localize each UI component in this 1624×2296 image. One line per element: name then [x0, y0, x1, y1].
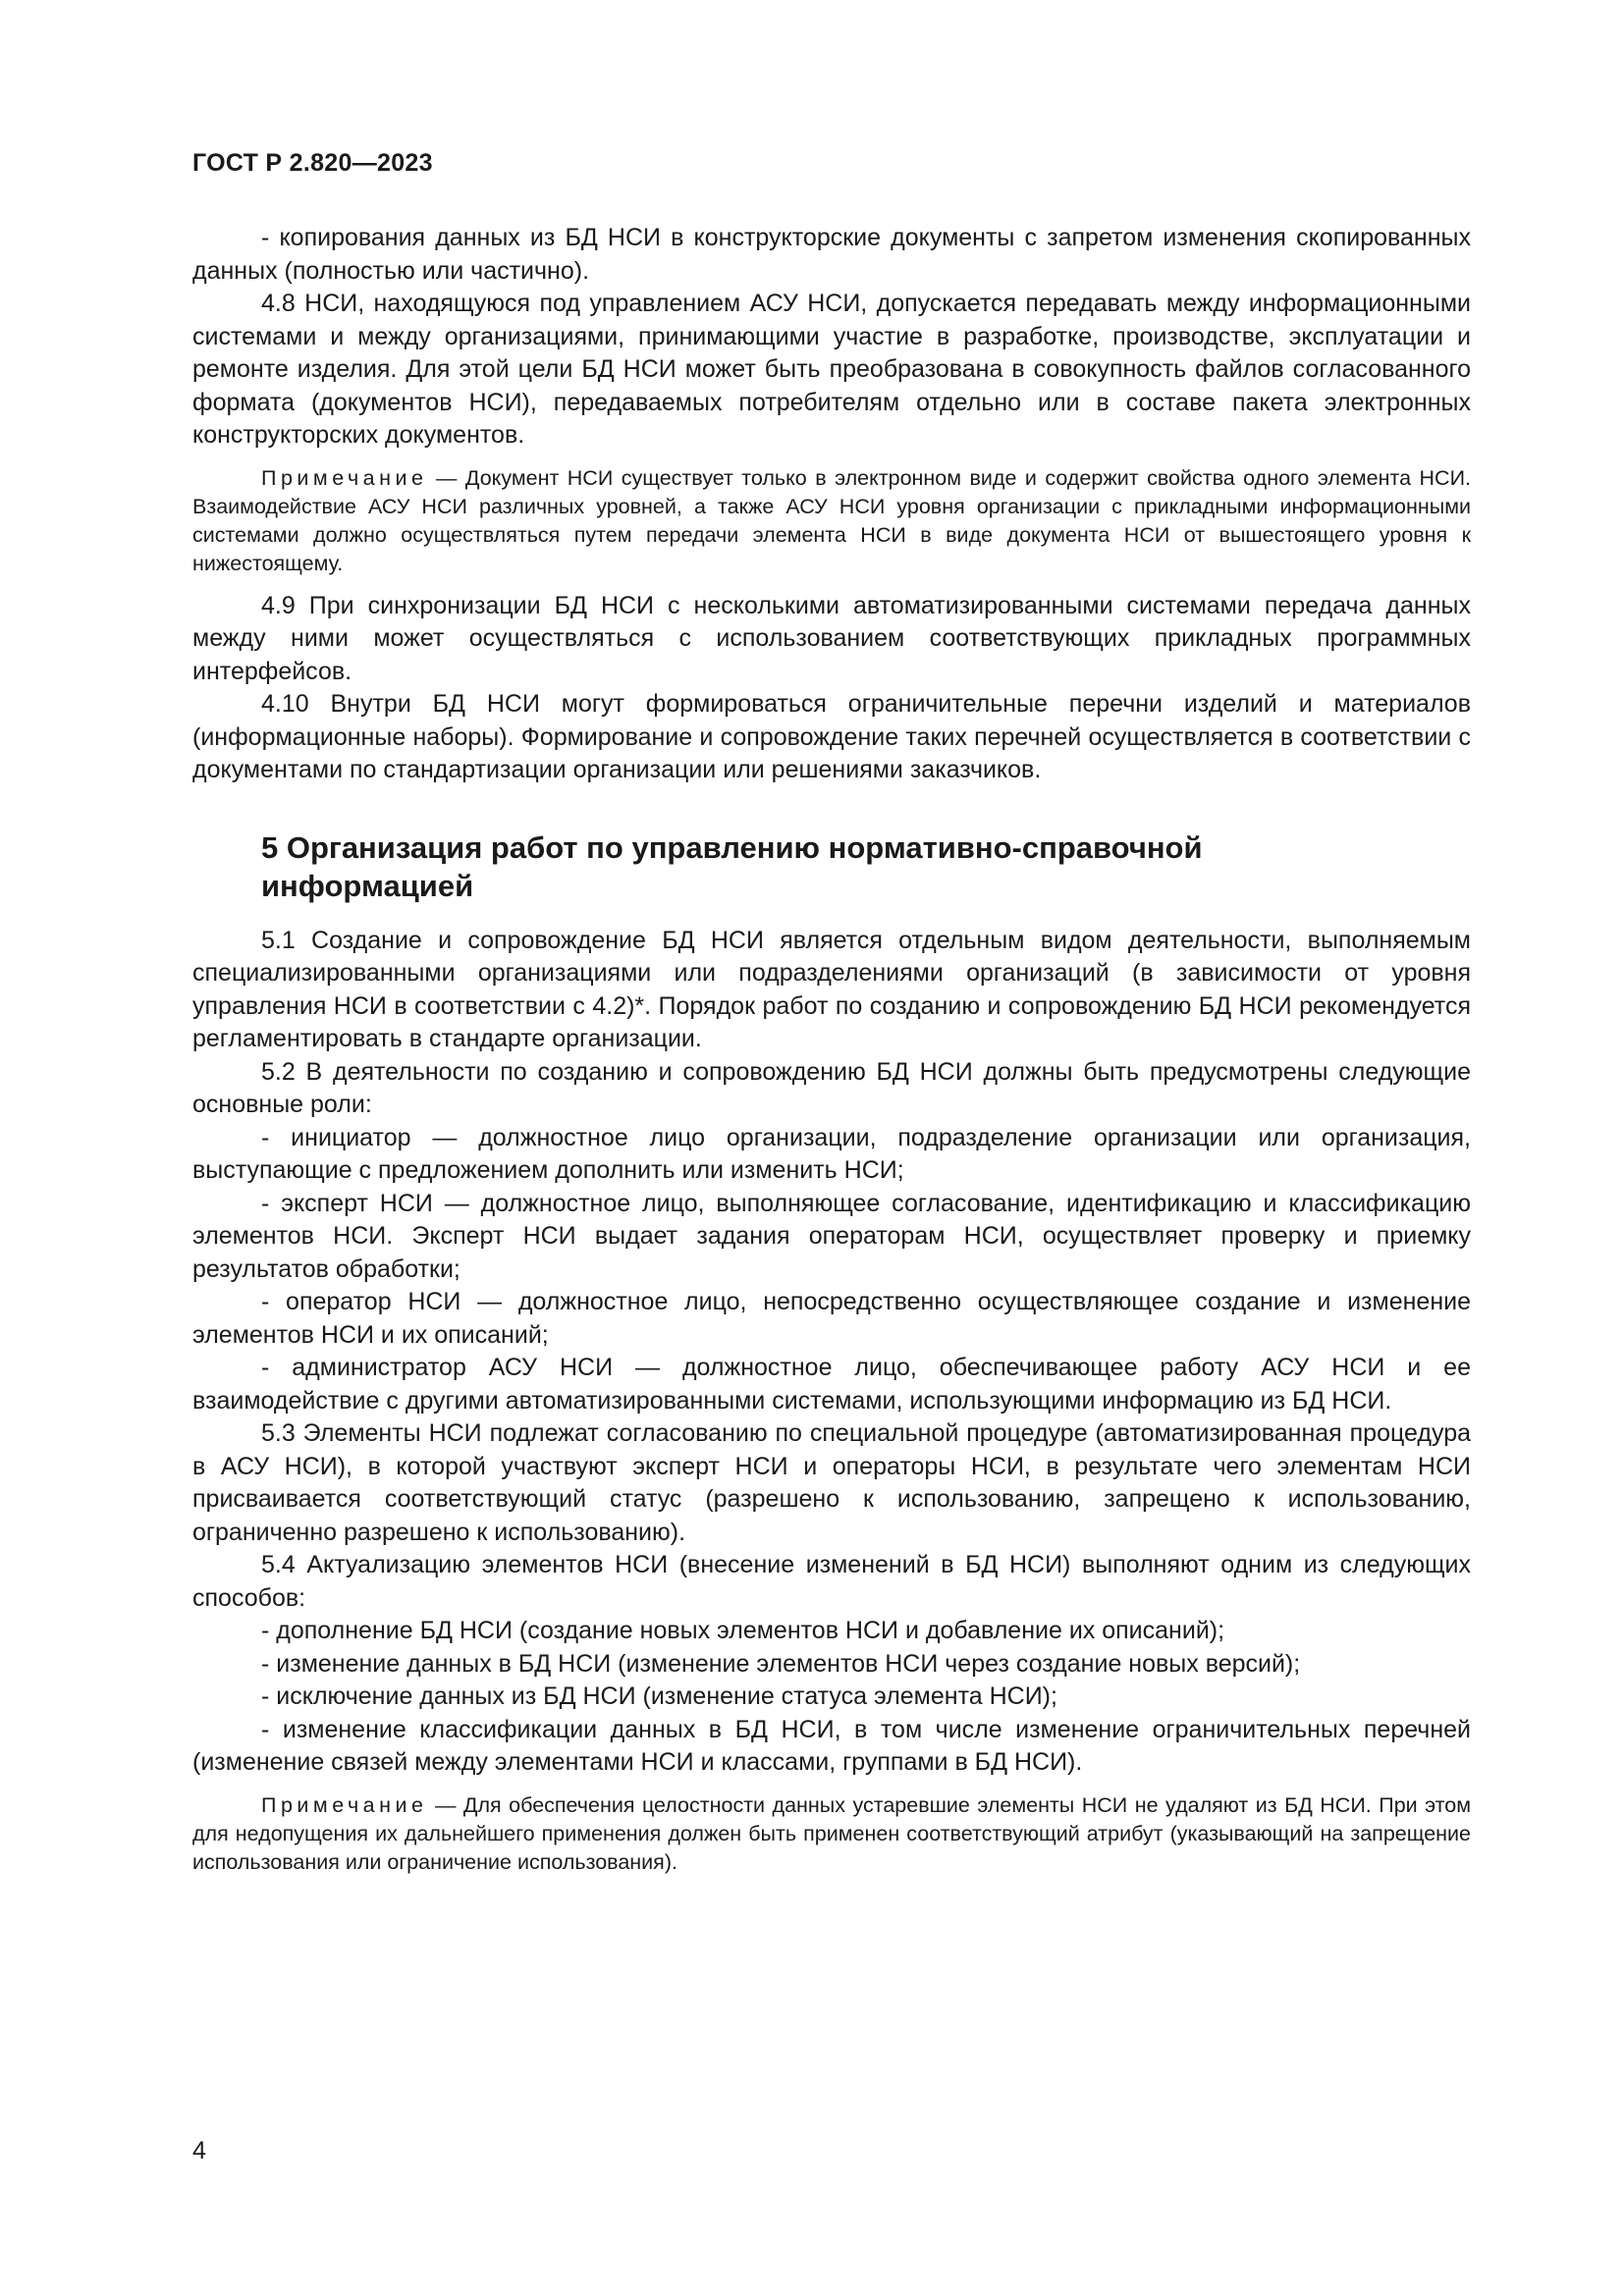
paragraph: - копирования данных из БД НСИ в конструкторские документы с запретом изменения скопированных данных (полностью или частично). [192, 224, 1471, 285]
paragraph-5-4: 5.4 Актуализацию элементов НСИ (внесение изменений в БД НСИ) выполняют одним из следующих способов: [192, 1551, 1471, 1612]
paragraph-4-10: 4.10 Внутри БД НСИ могут формироваться ограничительные перечни изделий и материалов (информационные наборы). Формирование и сопровождение таких перечней осуществляется в соответствии с документами по стандартизации организации или решениями заказчиков. [192, 690, 1471, 783]
note-text: — Документ НСИ существует только в электронном виде и содержит свойства одного элемента НСИ. Взаимодействие АСУ НСИ различных уровней, а также АСУ НСИ уровня организации с прикладными информационными системами должно осуществляться путем передачи элемента НСИ в виде документа НСИ от вышестоящего уровня к нижестоящему. [192, 465, 1471, 575]
list-item: - изменение данных в БД НСИ (изменение элементов НСИ через создание новых версий); [261, 1649, 1301, 1678]
list-item: - инициатор — должностное лицо организации, подразделение организации или организация, выступающие с предложением дополнить или изменить НСИ; [192, 1123, 1471, 1184]
list-item: - исключение данных из БД НСИ (изменение статуса элемента НСИ); [261, 1682, 1057, 1710]
note [192, 464, 1471, 578]
paragraph-5-3: 5.3 Элементы НСИ подлежат согласованию по специальной процедуре (автоматизированная процедура в АСУ НСИ), в которой участвуют эксперт НСИ и операторы НСИ, в результате чего элементам НСИ присваивается соответствующий статус (разрешено к использованию, запрещено к использованию, ограниченно разрешено к использованию). [192, 1419, 1471, 1546]
note-label: Примечание [261, 1792, 428, 1817]
list-item: - администратор АСУ НСИ — должностное лицо, обеспечивающее работу АСУ НСИ и ее взаимодействие с другими автоматизированными системами, использующими информацию из БД НСИ. [192, 1354, 1471, 1415]
paragraph-5-2: 5.2 В деятельности по созданию и сопровождению БД НСИ должны быть предусмотрены следующие основные роли: [192, 1057, 1471, 1118]
document-header: ГОСТ Р 2.820—2023 [192, 149, 433, 177]
list-item: - оператор НСИ — должностное лицо, непосредственно осуществляющее создание и изменение элементов НСИ и их описаний; [192, 1288, 1471, 1349]
note-text: — Для обеспечения целостности данных устаревшие элементы НСИ не удаляют из БД НСИ. При этом для недопущения их дальнейшего применения должен быть применен соответствующий атрибут (указывающий на запрещение использования или ограничение использования). [192, 1792, 1471, 1874]
list-item: - изменение классификации данных в БД НСИ, в том числе изменение ограничительных перечней (изменение связей между элементами НСИ и классами, группами в БД НСИ). [192, 1715, 1471, 1776]
list-item: - дополнение БД НСИ (создание новых элементов НСИ и добавление их описаний); [261, 1617, 1225, 1644]
paragraph-5-1: 5.1 Создание и сопровождение БД НСИ является отдельным видом деятельности, выполняемым специализированными организациями или подразделениями организаций (в зависимости от уровня управления НСИ в соответствии с 4.2)*. Порядок работ по созданию и сопровождению БД НСИ рекомендуется регламентировать в стандарте организации. [192, 926, 1471, 1052]
note [192, 1791, 1471, 1877]
page-number: 4 [192, 2137, 206, 2164]
list-item: - эксперт НСИ — должностное лицо, выполняющее согласование, идентификацию и классификацию элементов НСИ. Эксперт НСИ выдает задания операторам НСИ, осуществляет проверку и приемку результатов обработки; [192, 1189, 1471, 1283]
note-label: Примечание [261, 465, 428, 490]
paragraph-4-8: 4.8 НСИ, находящуюся под управлением АСУ НСИ, допускается передавать между информационными системами и между организациями, принимающими участие в разработке, производстве, эксплуатации и ремонте изделия. Для этой цели БД НСИ может быть преобразована в совокупность файлов согласованного формата (документов НСИ), передаваемых потребителям отдельно или в составе пакета электронных конструкторских документов. [192, 290, 1471, 449]
paragraph-4-9: 4.9 При синхронизации БД НСИ с несколькими автоматизированными системами передача данных между ними может осуществляться с использованием соответствующих прикладных программных интерфейсов. [192, 591, 1471, 685]
document-body [192, 222, 1471, 1889]
section-5-title: 5 Организация работ по управлению нормативно-справочной информацией [261, 829, 1203, 903]
